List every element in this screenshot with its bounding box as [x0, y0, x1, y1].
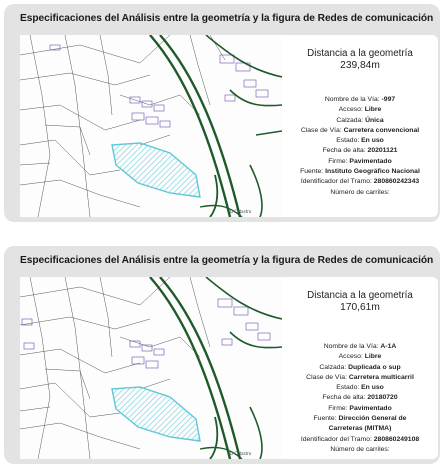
distance-label: Distancia a la geometría	[307, 290, 413, 301]
detail-row: Fuente: Dirección General de Carreteras (MITMA)	[313, 415, 407, 433]
analysis-card-1	[4, 4, 440, 222]
detail-row: Identificador del Tramo: 280860242343	[300, 178, 420, 186]
detail-row: Nombre de la Vía: A-1A	[323, 343, 397, 350]
card-title: Especificaciones del Análisis entre la geometría y la figura de Redes de comunicación	[20, 13, 434, 24]
detail-row: Fuente: Instituto Geográfico Nacional	[300, 168, 420, 176]
detail-row: Clase de Vía: Carretera convencional	[300, 126, 420, 134]
info-panel	[282, 277, 438, 459]
detail-row: Calzada: Única	[336, 116, 384, 124]
distance-label: Distancia a la geometría	[307, 48, 413, 59]
distance-value: 170,61m	[340, 302, 380, 313]
detail-row: Acceso: Libre	[338, 353, 382, 361]
cadastre-map	[20, 35, 282, 217]
distance-value: 239,84m	[340, 60, 380, 71]
detail-row: Número de carriles:	[330, 445, 390, 453]
info-panel	[282, 35, 438, 217]
detail-row: Estado: En uso	[336, 137, 384, 145]
detail-row: Número de carriles:	[330, 188, 390, 196]
detail-row: Firme: Pavimentado	[328, 157, 392, 165]
detail-row: Fecha de alta: 20180720	[322, 394, 398, 402]
detail-row: Firme: Pavimentado	[328, 404, 392, 412]
map-svg	[20, 277, 282, 459]
card-title: Especificaciones del Análisis entre la geometría y la figura de Redes de comunicación	[20, 255, 434, 266]
map-svg	[20, 35, 282, 217]
road-details	[282, 342, 438, 455]
map-credit: D Catastro	[230, 209, 252, 214]
road-details	[282, 95, 438, 198]
detail-row: Fecha de alta: 20201121	[322, 147, 398, 155]
detail-row: Clase de Vía: Carretera multicarril	[306, 373, 414, 381]
analysis-card-2	[4, 246, 440, 464]
cadastre-map	[20, 277, 282, 459]
detail-row: Calzada: Duplicada o sup	[319, 363, 401, 371]
detail-row: Acceso: Libre	[338, 106, 382, 114]
detail-row: Identificador del Tramo: 280860249108	[300, 435, 420, 443]
detail-row: Estado: En uso	[336, 384, 384, 392]
map-credit: D Catastro	[230, 451, 252, 456]
detail-row: Nombre de la Vía: -997	[324, 96, 396, 103]
